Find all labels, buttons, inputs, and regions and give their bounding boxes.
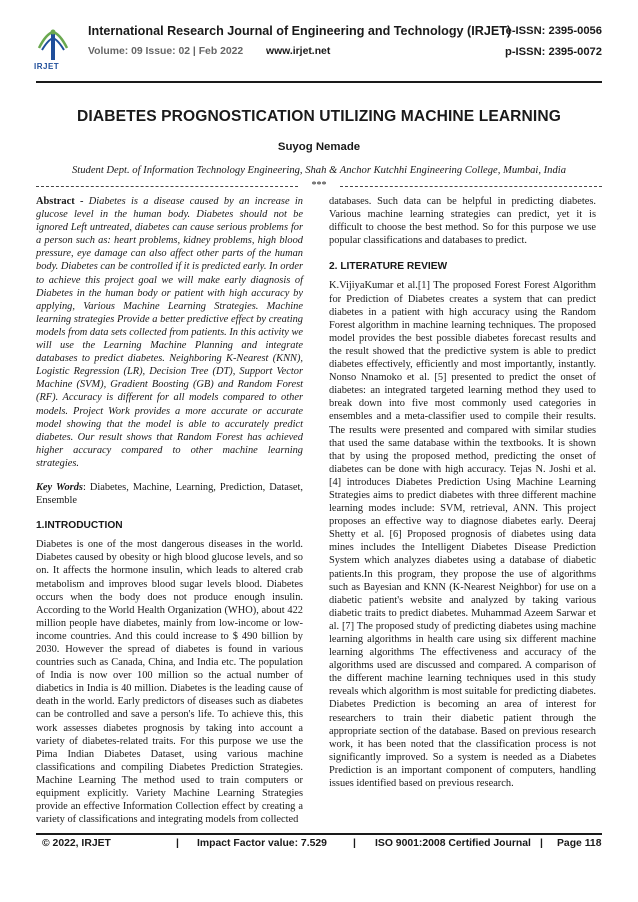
abstract-label: Abstract - (36, 196, 84, 207)
right-column (329, 195, 596, 790)
abstract-text: Diabetes is a disease caused by an increase in glucose level in the human body. Diabetes should not be ignored Left untreated, diabetes can cause serious problems for a person such as: heart problems, kidney problems, high blood pressure, eye damage can also affect other parts of the human body. Diabetes can be controlled if it is predicted early. In order to achieve this project goal we will make early diagnosis of Diabetes in the human body or patient with high accuracy by applying, Various Machine Learning Strategies. Machine learning strategies Provide a better predictive effect by creating models from data sets collected from patients. In this activity we will use the Learning Machine Planning and integrate databases to predict diabetes. Neighboring K-Nearest (KNN), Logistic Regression (LR), Decision Tree (DT), Support Vector Machine (SVM), Gradient Boosting (GB) and Random Forest (RF). Accuracy is different for all models compared to other models. Project Work provides a more accurate or accurate model showing that the model is able to accurately predict diabetes. Our result shows that Random Forest has achieved higher accuracy compared to other machine learning strategies. (36, 196, 303, 469)
e-issn: e-ISSN: 2395-0056 (505, 25, 602, 37)
irjet-logo-icon (34, 28, 70, 71)
paper-title: DIABETES PROGNOSTICATION UTILIZING MACHINE LEARNING (77, 108, 561, 125)
page-footer (36, 838, 602, 858)
footer-page-number: Page 118 (557, 838, 602, 849)
footer-divider: | (353, 838, 356, 849)
section-heading-introduction: 1.INTRODUCTION (36, 520, 123, 532)
introduction-text: Diabetes is one of the most dangerous diseases in the world. Diabetes caused by obesity or high blood glucose levels, and so on. It affects the hormone insulin, which leads to altered crab metabolism and improves blood sugar levels blood. Diabetes occurs when the body does not produce enough insulin. According to the World Health Organization (WHO), about 422 million people have diabetes, mainly from low-income or low-income countries. And this could increase to $ 490 billion by 2030. However the spread of diabetes is found in various countries such as Canada, China, and India etc. The population of India is now over 100 million so the actual number of diabetics in India is 40 million. Diabetes is the leading cause of death in the world. Early predictors of diseases such as diabetes can be controlled and save a person's life. To achieve this, this work assesses diabetes prognosis by taking into account a variety of diabetes-related traits. For this purpose we use the Pima Indian Diabetes Dataset, using various machine classifications and compiling Diabetes Prediction Strategies. Machine Learning The method used to train computers or equipment explicitly. Variety Machine Learning Strategies provide an effective Information Collection effect by creating a variety of classifications and integrating models from collected (36, 539, 303, 826)
footer-impact-factor: Impact Factor value: 7.529 (197, 838, 327, 849)
volume-issue: Volume: 09 Issue: 02 | Feb 2022 (88, 46, 244, 57)
journal-website-link[interactable]: www.irjet.net (266, 46, 331, 57)
author-affiliation: Student Dept. of Information Technology Engineering, Shah & Anchor Kutchhi Engineering College, Mumbai, India (71, 165, 567, 176)
header-rule (36, 81, 602, 83)
literature-review-text: K.VijiyaKumar et al.[1] The proposed Forest Forest Algorithm for Prediction of Diabetes creates a system that can predict diabetes in a patient with high accuracy using the Random Forest algorithm in machine learning techniques. The proposed model provides the best possible diabetes forecast results and the result showed that the predictive system is able to predict diabetes effectively, efficiently and most importantly, instantly. Nonso Nnamoko et al. [5] presented to predict the onset of diabetes: an integrated targeted learning method they used to break down into five most commonly used categories in ensembles and a meta-classifier used to compile their results. The results were presented and compared with similar studies that used the same database within the textbooks. It is shown that by using the proposed method, predicting the onset of diabetes can be done with high accuracy. Tejas N. Joshi et al. [4] introduces Diabetes Prediction Using Machine Learning Strategies aims to predict diabetes with three different machine learning modes include: SVM, retrieval, ANN. This project proposes an effective way to diagnose diabetes early. Deeraj Shetty et al. [6] Proposed prognosis of diabetes using data mines includes the Intelligent Diabetes Disease Prediction System which analyzes diabetes using a database of diabetic patients.In this program, they propose the use of algorithms such as Bayesian and KNN (K-Nearest Neighbor) for use on a diabetic patient's website and analyzed by taking various diabetic traits to predict diabetes. Muhammad Azeem Sarwar et al. [7] The proposed study of predicting diabetes using machine learning algorithms in health care using six different machine learning algorithms The effectiveness and accuracy of the algorithms used are discussed and compared. A comparison of the different machine learning techniques used in this study reveals which algorithm is most suitable for predicting diabetes. Diabetes Prediction is becoming an area of interest for researchers to train their diabetic patient through the appropriate section of the database. Based on previous research work, it has been noted that the classification process is not significantly improved. So a system is needed as a Diabetes Prediction is an important component of computers, handling issues identified based on previous research. (329, 280, 596, 790)
journal-header (36, 22, 602, 80)
p-issn: p-ISSN: 2395-0072 (504, 46, 602, 58)
footer-copyright: © 2022, IRJET (42, 838, 111, 849)
keywords-label: Key Words (36, 481, 83, 493)
footer-divider: | (540, 838, 543, 849)
separator-dash-right (340, 186, 602, 187)
footer-rule (36, 833, 602, 835)
keywords-text: : Diabetes, Machine, Learning, Prediction, Dataset, Ensemble (36, 481, 303, 507)
section-heading-literature-review: 2. LITERATURE REVIEW (329, 261, 448, 273)
keywords (36, 481, 303, 507)
introduction-continued-text: databases. Such data can be helpful in predicting diabetes. Various machine learning strategies can predict, yet it is difficult to choose the best method. So for this purpose we use popular classifications and databases to predict. (329, 196, 596, 247)
logo-text: IRJET (34, 62, 60, 71)
abstract (36, 195, 303, 470)
footer-iso-certification: ISO 9001:2008 Certified Journal (375, 838, 531, 849)
left-column (36, 195, 303, 826)
author-name: Suyog Nemade (277, 141, 361, 153)
section-separator (36, 181, 602, 191)
journal-name: International Research Journal of Engineering and Technology (IRJET) (88, 24, 512, 38)
footer-divider: | (176, 838, 179, 849)
separator-dash-left (36, 186, 298, 187)
separator-stars: *** (311, 180, 327, 191)
